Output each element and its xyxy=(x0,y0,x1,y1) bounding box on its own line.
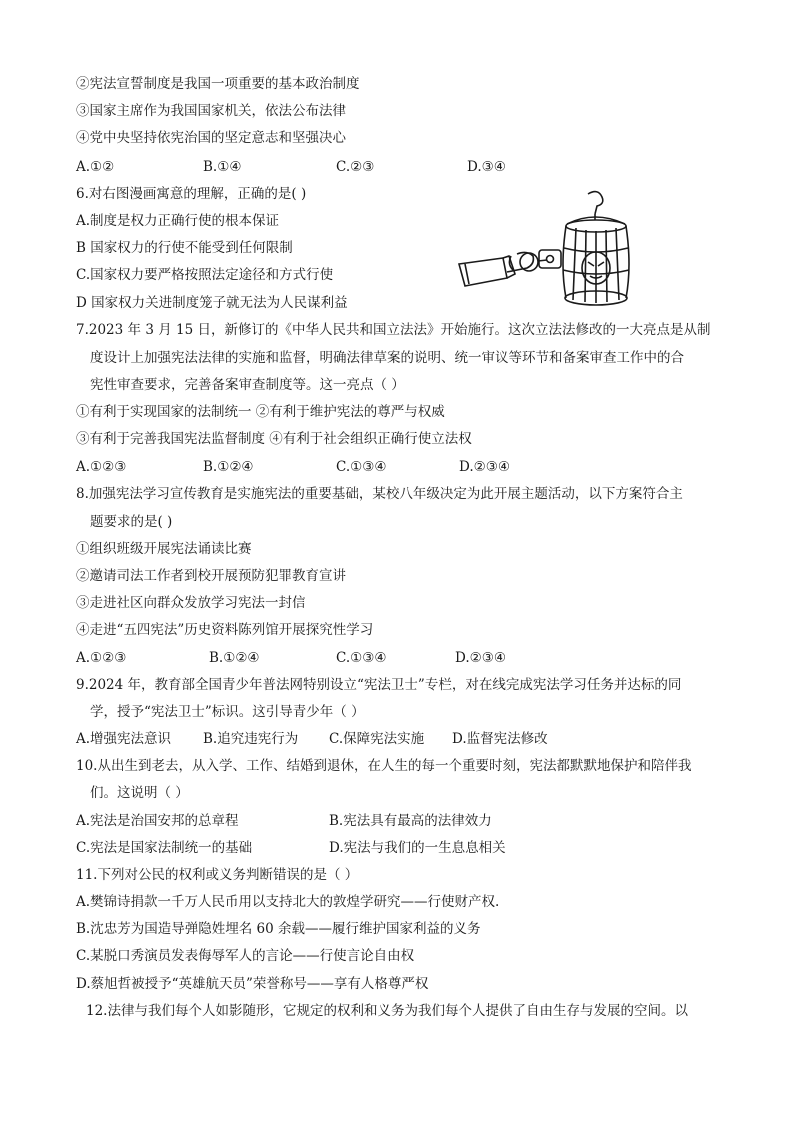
q7-stem-line-3: 宪性审查要求，完善备案审查制度等。这一亮点（ ） xyxy=(90,377,405,393)
q5-statement-2: ②宪法宣誓制度是我国一项重要的基本政治制度 xyxy=(76,76,360,92)
hand-key-birdcage-cartoon xyxy=(455,188,655,310)
q5-option-a: A.①② xyxy=(76,159,115,175)
q7-statements-3-4: ③有利于完善我国宪法监督制度 ④有利于社会组织正确行使立法权 xyxy=(76,431,472,447)
q6-option-c: C.国家权力要严格按照法定途径和方式行使 xyxy=(76,267,334,283)
q7-option-a: A.①②③ xyxy=(76,459,127,475)
q10-option-b: B.宪法具有最高的法律效力 xyxy=(329,813,492,829)
q8-statement-1: ①组织班级开展宪法诵读比赛 xyxy=(76,541,252,557)
q9-option-d: D.监督宪法修改 xyxy=(452,731,548,747)
q11-option-a: A.樊锦诗捐款一千万人民币用以支持北大的敦煌学研究——行使财产权. xyxy=(76,894,500,910)
q8-stem-line-1: 8.加强宪法学习宣传教育是实施宪法的重要基础，某校八年级决定为此开展主题活动，以下方案符合主 xyxy=(76,486,683,502)
q5-option-b: B.①④ xyxy=(203,159,242,175)
q5-option-d: D.③④ xyxy=(467,159,506,175)
q8-statement-3: ③走进社区向群众发放学习宪法一封信 xyxy=(76,595,306,611)
q8-option-a: A.①②③ xyxy=(76,650,127,666)
q6-option-d: D 国家权力关进制度笼子就无法为人民谋利益 xyxy=(76,295,348,311)
q5-statement-4: ④党中央坚持依宪治国的坚定意志和坚强决心 xyxy=(76,130,346,146)
q10-option-a: A.宪法是治国安邦的总章程 xyxy=(76,813,239,829)
q8-option-c: C.①③④ xyxy=(336,650,387,666)
q9-stem-line-1: 9.2024 年，教育部全国青少年普法网特别设立“宪法卫士”专栏，对在线完成宪法学习任务并达标的同 xyxy=(76,677,682,693)
q11-option-c: C.某脱口秀演员发表侮辱军人的言论——行使言论自由权 xyxy=(76,948,415,964)
q7-stem-line-2: 度设计上加强宪法法律的实施和监督，明确法律草案的说明、统一审议等环节和备案审查工作中的合 xyxy=(90,350,684,366)
q9-option-b: B.追究违宪行为 xyxy=(203,731,299,747)
q6-stem: 6.对右图漫画寓意的理解，正确的是( ) xyxy=(76,186,307,202)
q5-statement-3: ③国家主席作为我国国家机关，依法公布法律 xyxy=(76,103,346,119)
q5-option-c: C.②③ xyxy=(336,159,375,175)
q8-option-b: B.①②④ xyxy=(209,650,260,666)
q7-statements-1-2: ①有利于实现国家的法制统一 ②有利于维护宪法的尊严与权威 xyxy=(76,404,445,420)
q10-option-d: D.宪法与我们的一生息息相关 xyxy=(329,840,506,856)
q9-stem-line-2: 学，授予“宪法卫士”标识。这引导青少年（ ） xyxy=(90,704,365,720)
q8-statement-4: ④走进“五四宪法”历史资料陈列馆开展探究性学习 xyxy=(76,622,374,638)
q7-option-c: C.①③④ xyxy=(336,459,387,475)
q8-statement-2: ②邀请司法工作者到校开展预防犯罪教育宣讲 xyxy=(76,568,346,584)
q8-stem-line-2: 题要求的是( ) xyxy=(90,514,173,530)
q6-option-a: A.制度是权力正确行使的根本保证 xyxy=(76,213,280,229)
q12-stem-line-1: 12.法律与我们每个人如影随形，它规定的权利和义务为我们每个人提供了自由生存与发展的空间。以 xyxy=(86,1003,688,1019)
q10-option-c: C.宪法是国家法制统一的基础 xyxy=(76,840,253,856)
q7-stem-line-1: 7.2023 年 3 月 15 日，新修订的《中华人民共和国立法法》开始施行。这次立法法修改的一大亮点是从制 xyxy=(76,322,711,338)
q10-stem-line-2: 们。这说明（ ） xyxy=(90,785,189,801)
q11-option-b: B.沈忠芳为国造导弹隐姓埋名 60 余载——履行维护国家利益的义务 xyxy=(76,921,481,937)
q7-option-d: D.②③④ xyxy=(459,459,510,475)
q10-stem-line-1: 10.从出生到老去，从入学、工作、结婚到退休，在人生的每一个重要时刻，宪法都默默地保护和陪伴我 xyxy=(76,758,692,774)
q6-option-b: B 国家权力的行使不能受到任何限制 xyxy=(76,240,293,256)
q9-option-c: C.保障宪法实施 xyxy=(329,731,425,747)
q11-stem: 11.下列对公民的权利或义务判断错误的是（ ） xyxy=(76,867,359,883)
q7-option-b: B.①②④ xyxy=(203,459,254,475)
q9-option-a: A.增强宪法意识 xyxy=(76,731,172,747)
q11-option-d: D.蔡旭哲被授予“英雄航天员”荣誉称号——享有人格尊严权 xyxy=(76,976,429,992)
q8-option-d: D.②③④ xyxy=(455,650,506,666)
